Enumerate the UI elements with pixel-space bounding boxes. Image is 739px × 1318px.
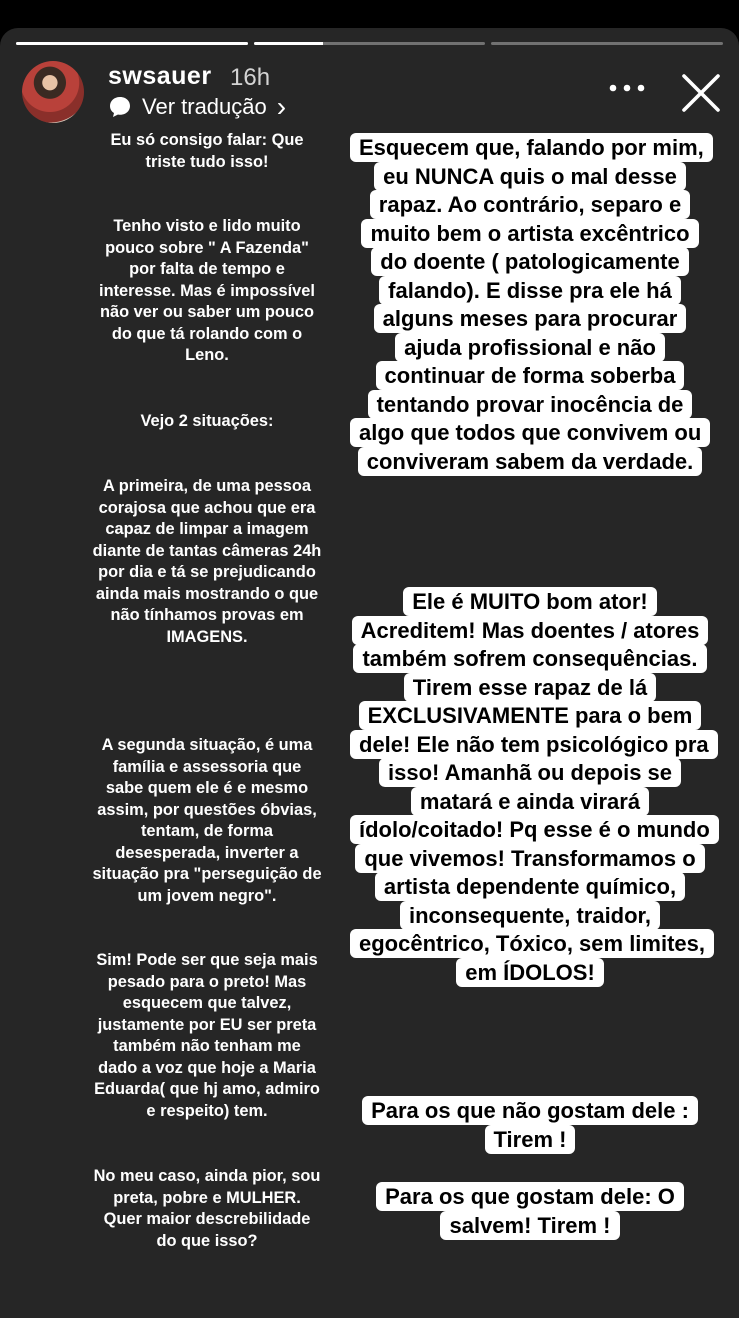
avatar[interactable] xyxy=(22,61,84,123)
more-icon[interactable] xyxy=(605,73,649,103)
story-viewer[interactable] xyxy=(0,28,739,1318)
chevron-right-icon: › xyxy=(276,91,287,122)
left-paragraph: Eu só consigo falar: Que triste tudo isso! xyxy=(110,131,304,171)
story-progress xyxy=(16,42,723,45)
highlight-block xyxy=(350,1183,710,1240)
highlighted-text: Ele é MUITO bom ator! Acreditem! Mas doentes / atores também sofrem consequências. Tirem esse rapaz de lá EXCLUSIVAMENTE para o bem dele! Ele não tem psicológico pra isso! Amanhã ou depois se matará e ainda virará ídolo/coitado! Pq esse é o mundo que vivemos! Transformamos o artista dependente químico, inconsequente, traidor, egocêntrico, Tóxico, sem limites, em ÍDOLOS! xyxy=(350,587,719,987)
translate-label: Ver tradução xyxy=(142,94,267,119)
progress-segment xyxy=(16,42,248,45)
left-paragraph: A primeira, de uma pessoa corajosa que achou que era capaz de limpar a imagem diante de tantas câmeras 24h por dia e tá se prejudicando ainda mais mostrando o que não tínhamos provas em IMAGENS. xyxy=(92,477,322,646)
progress-fill xyxy=(16,42,248,45)
left-paragraph: Tenho visto e lido muito pouco sobre " A Fazenda" por falta de tempo e interesse. Mas é impossível não ver ou saber um pouco do que tá rolando com o Leno. xyxy=(99,217,315,364)
progress-segment xyxy=(254,42,486,45)
highlighted-text: Para os que gostam dele: O salvem! Tirem ! xyxy=(376,1182,684,1240)
username[interactable]: swsauer xyxy=(108,62,212,90)
translate-button[interactable] xyxy=(108,91,287,122)
highlighted-text: Para os que não gostam dele : Tirem ! xyxy=(362,1096,698,1154)
highlight-block xyxy=(350,134,710,476)
highlight-block xyxy=(350,1097,710,1154)
speech-bubble-icon xyxy=(108,95,132,119)
left-paragraph: Vejo 2 situações: xyxy=(140,412,274,430)
left-paragraph: A segunda situação, é uma família e assessoria que sabe quem ele é e mesmo assim, por questões óbvias, tentam, de forma desesperada, inverter a situação pra "perseguição de um jovem negro". xyxy=(92,736,322,905)
highlighted-text: Esquecem que, falando por mim, eu NUNCA quis o mal desse rapaz. Ao contrário, separo e muito bem o artista excêntrico do doente ( patologicamente falando). E disse pra ele há alguns meses para procurar ajuda profissional e não continuar de forma soberba tentando provar inocência de algo que todos que convivem ou conviveram sabem da verdade. xyxy=(350,133,713,476)
close-icon[interactable] xyxy=(678,70,724,116)
left-paragraph: No meu caso, ainda pior, sou preta, pobre e MULHER. Quer maior descrebilidade do que isso? xyxy=(93,1167,321,1250)
highlight-block xyxy=(350,588,710,987)
progress-segment xyxy=(491,42,723,45)
timestamp: 16h xyxy=(230,64,271,91)
left-paragraph: Sim! Pode ser que seja mais pesado para o preto! Mas esquecem que talvez, justamente por EU ser preta também não tenham me dado a voz que hoje a Maria Eduarda( que hj amo, admiro e respeito) tem. xyxy=(94,951,320,1120)
progress-fill xyxy=(254,42,324,45)
